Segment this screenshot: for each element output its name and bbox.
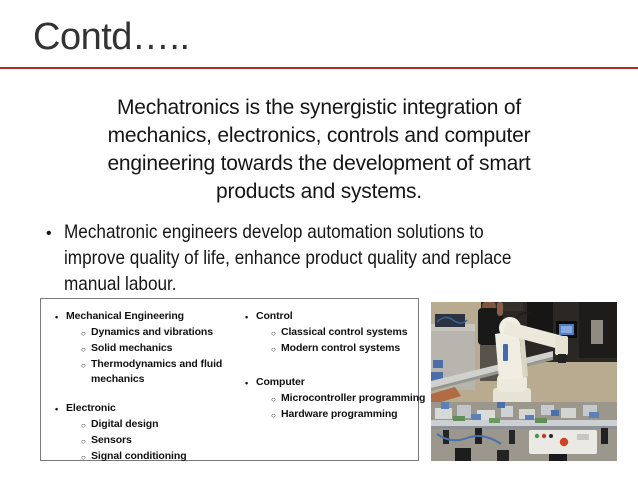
discipline-label: Mechanical Engineering (66, 310, 184, 322)
robot-arm-assembly-line-photo (431, 302, 617, 461)
disciplines-box (40, 298, 426, 462)
definition-line: engineering towards the development of smart (107, 152, 531, 175)
bullet-marker-icon: • (55, 404, 59, 414)
disciplines-column-left (55, 309, 245, 460)
discipline-item: Thermodynamics and fluid mechanics (91, 358, 223, 385)
circle-bullet-icon: ○ (81, 437, 86, 446)
circle-bullet-icon: ○ (271, 345, 276, 354)
bullet-marker-icon: • (46, 225, 52, 242)
bullet-marker-icon: • (245, 378, 249, 388)
circle-bullet-icon: ○ (81, 361, 86, 370)
discipline-item: Dynamics and vibrations (91, 326, 213, 338)
definition-line: Mechatronics is the synergistic integration of (117, 96, 521, 119)
control-panel (529, 430, 597, 454)
bullet-marker-icon: • (245, 312, 249, 322)
definition-paragraph (40, 94, 598, 206)
circle-bullet-icon: ○ (81, 421, 86, 430)
discipline-group-control (245, 309, 425, 357)
circle-bullet-icon: ○ (81, 329, 86, 338)
disciplines-column-right (245, 309, 425, 460)
bullet-line: manual labour. (64, 273, 177, 295)
definition-line: mechanics, electronics, controls and computer (107, 124, 531, 147)
circle-bullet-icon: ○ (81, 453, 86, 462)
discipline-item: Signal conditioning (91, 450, 187, 462)
bullet-marker-icon: • (55, 312, 59, 322)
discipline-item: Digital design (91, 418, 159, 430)
bullet-paragraph (46, 219, 572, 297)
definition-line: products and systems. (216, 180, 422, 203)
discipline-group-computer (245, 375, 425, 423)
discipline-item: Solid mechanics (91, 342, 173, 354)
bullet-line: Mechatronic engineers develop automation solutions to (64, 221, 484, 243)
discipline-item: Classical control systems (281, 326, 408, 338)
discipline-item: Sensors (91, 434, 132, 446)
bullet-line: improve quality of life, enhance product quality and replace (64, 247, 512, 269)
circle-bullet-icon: ○ (271, 329, 276, 338)
circle-bullet-icon: ○ (271, 395, 276, 404)
discipline-item: Modern control systems (281, 342, 401, 354)
discipline-group-electronic (55, 401, 245, 465)
bullet-paragraph-text (64, 219, 511, 297)
discipline-label: Control (256, 310, 293, 322)
discipline-label: Electronic (66, 402, 116, 414)
discipline-item: Microcontroller programming (281, 392, 426, 404)
discipline-group-mechanical (55, 309, 245, 387)
circle-bullet-icon: ○ (271, 411, 276, 420)
title-underline-rule (0, 67, 638, 69)
discipline-label: Computer (256, 376, 305, 388)
discipline-item: Hardware programming (281, 408, 398, 420)
circle-bullet-icon: ○ (81, 345, 86, 354)
slide-title: Contd….. (33, 16, 190, 58)
